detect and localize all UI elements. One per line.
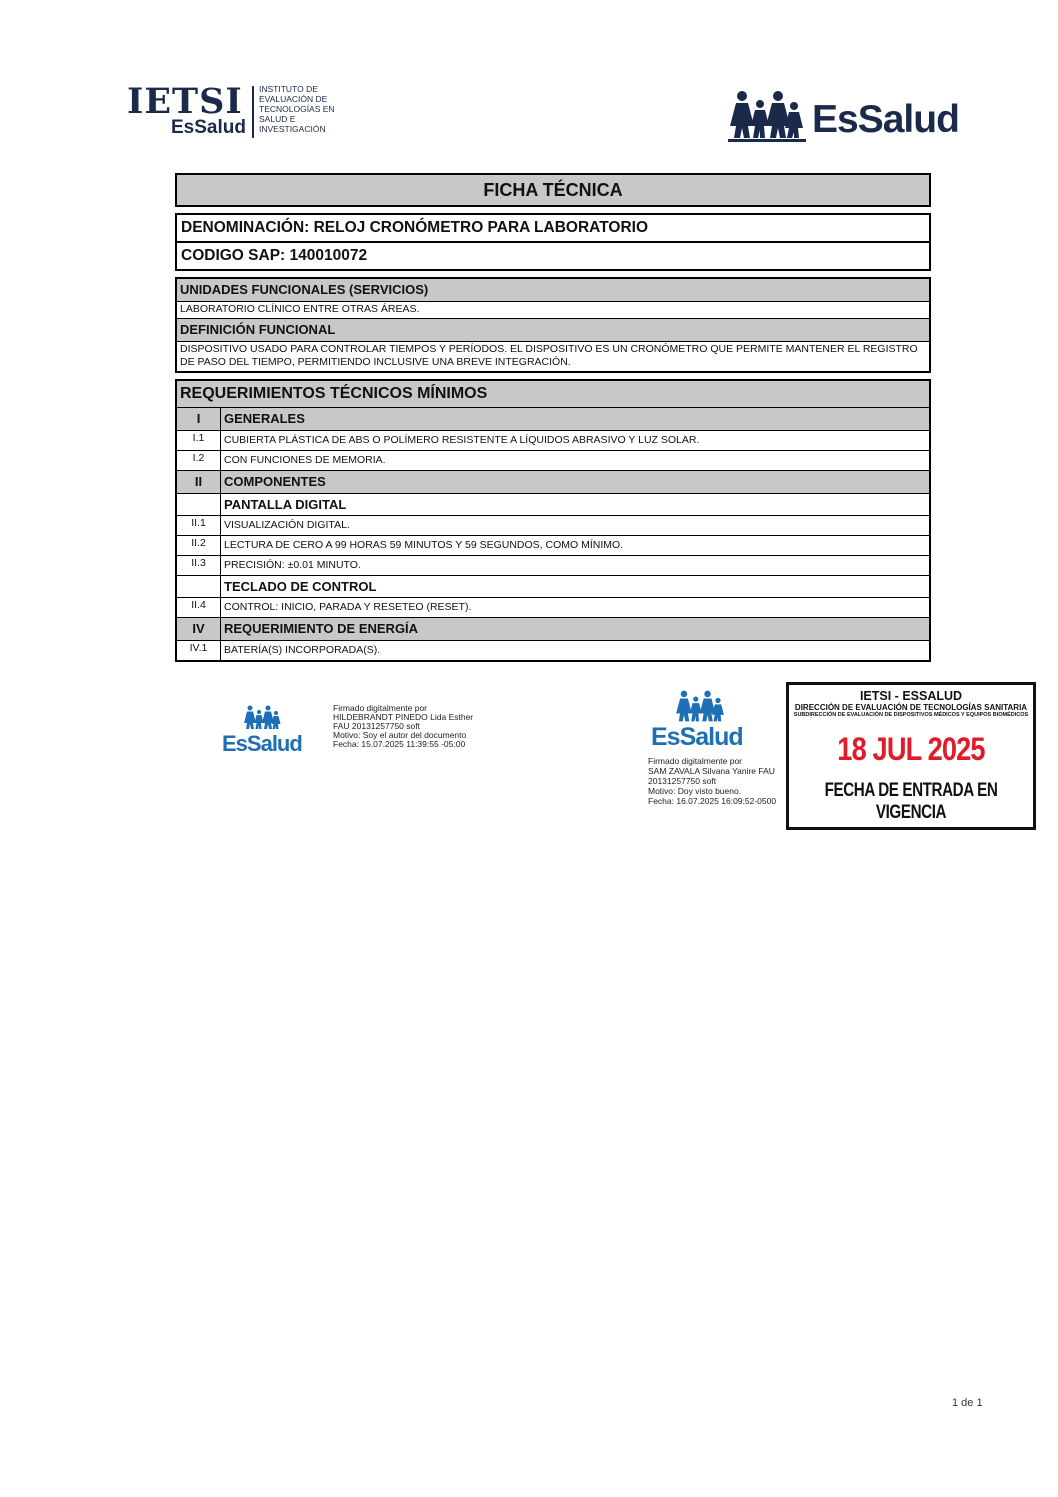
requirement-group-row: [177, 471, 929, 494]
stamp-date: 18 JUL 2025: [837, 731, 985, 767]
requirement-number: II.3: [177, 556, 221, 575]
requirement-number: [177, 494, 221, 515]
ietsi-logo-sub: EsSalud: [171, 117, 246, 138]
requirement-number: II.4: [177, 598, 221, 617]
requirements-rows: [177, 408, 929, 660]
ietsi-inst-line: INVESTIGACIÓN: [259, 124, 326, 134]
unidades-text: LABORATORIO CLÍNICO ENTRE OTRAS ÁREAS.: [177, 301, 929, 319]
requirement-text: BATERÍA(S) INCORPORADA(S).: [224, 644, 381, 656]
stamp-subdireccion: SUBDIRECCIÓN DE EVALUACIÓN DE DISPOSITIVOS MÉDICOS Y EQUIPOS BIOMÉDICOS: [793, 712, 1029, 718]
requirement-row: [177, 451, 929, 471]
denominacion: DENOMINACIÓN: RELOJ CRONÓMETRO PARA LABORATORIO: [181, 219, 649, 236]
requirement-text: VISUALIZACIÓN DIGITAL.: [224, 519, 350, 531]
signature-line: HILDEBRANDT PINEDO Lida Esther: [333, 712, 474, 722]
requirement-row: [177, 641, 929, 660]
requirement-subgroup-row: [177, 576, 929, 598]
requirement-number: I.2: [177, 451, 221, 470]
requirement-subgroup-row: [177, 494, 929, 516]
ficha-tecnica: [175, 173, 931, 662]
signature-2-logo: [651, 690, 743, 750]
ietsi-logo-main: IETSI: [127, 81, 243, 122]
stamp-direccion: DIRECCIÓN DE EVALUACIÓN DE TECNOLOGÍAS SANITARIA: [794, 703, 1028, 712]
requirement-number: II.2: [177, 536, 221, 555]
requirement-number: I: [177, 408, 221, 430]
requirement-text: GENERALES: [224, 411, 305, 426]
signature-line: Fecha: 15.07.2025 11:39:55 -05:00: [333, 739, 466, 749]
page-number: 1 de 1: [952, 1397, 983, 1409]
signature-1-text: [333, 704, 473, 749]
codigo-sap: CODIGO SAP: 140010072: [177, 241, 929, 269]
family-icon: [673, 690, 729, 724]
requirement-text: PRECISIÓN: ±0.01 MINUTO.: [224, 559, 361, 571]
requirement-text: LECTURA DE CERO A 99 HORAS 59 MINUTOS Y 59 SEGUNDOS, COMO MÍNIMO.: [224, 539, 624, 551]
requirement-group-row: [177, 618, 929, 641]
requirement-row: [177, 431, 929, 451]
requirement-number: IV.1: [177, 641, 221, 660]
requirement-text: CON FUNCIONES DE MEMORIA.: [224, 454, 386, 466]
requirement-text: CUBIERTA PLÁSTICA DE ABS O POLÍMERO RESISTENTE A LÍQUIDOS ABRASIVO Y LUZ SOLAR.: [224, 434, 700, 446]
requirement-number: II: [177, 471, 221, 493]
ietsi-logo-divider: [252, 86, 254, 138]
ietsi-inst-line: INSTITUTO DE: [259, 84, 318, 94]
info-box: [175, 213, 931, 271]
definicion-text: DISPOSITIVO USADO PARA CONTROLAR TIEMPOS Y PERÍODOS. EL DISPOSITIVO ES UN CRONÓMETRO QUE PERMITE MANTENER EL REGISTRO DE PASO DEL TIEMPO, PERMITIENDO INCLUSIVE UNA BREVE INTEGRACIÓN.: [177, 341, 929, 371]
signature-1-logo-text: EsSalud: [222, 731, 302, 756]
essalud-logo-text: EsSalud: [812, 98, 959, 141]
requirement-row: [177, 536, 929, 556]
signature-line: Motivo: Doy visto bueno.: [648, 786, 742, 796]
requirement-row: [177, 598, 929, 618]
signature-line: Motivo: Soy el autor del documento: [333, 730, 467, 740]
family-icon: [240, 705, 286, 731]
stamp-footer: FECHA DE ENTRADA EN VIGENCIA: [824, 780, 998, 823]
unidades-heading: UNIDADES FUNCIONALES (SERVICIOS): [177, 279, 929, 301]
stamp-title: IETSI - ESSALUD: [859, 689, 963, 703]
signature-2-text: [648, 756, 776, 806]
requirement-group-row: [177, 408, 929, 431]
signature-line: 20131257750 soft: [648, 776, 717, 786]
requirement-text: PANTALLA DIGITAL: [224, 497, 347, 512]
ietsi-inst-line: SALUD E: [259, 114, 296, 124]
definicion-heading: DEFINICIÓN FUNCIONAL: [177, 319, 929, 341]
requirement-text: COMPONENTES: [224, 474, 326, 489]
family-icon: [728, 90, 808, 142]
requirement-number: IV: [177, 618, 221, 640]
signature-line: Firmado digitalmente por: [648, 756, 743, 766]
validity-stamp: [786, 682, 1036, 830]
ietsi-logo: [127, 81, 342, 142]
signature-line: SAM ZAVALA Silvana Yanire FAU: [648, 766, 775, 776]
requirement-text: REQUERIMIENTO DE ENERGÍA: [224, 621, 419, 636]
requirement-number: I.1: [177, 431, 221, 450]
signature-2-logo-text: EsSalud: [651, 723, 743, 751]
signature-line: Firmado digitalmente por: [333, 703, 428, 713]
requirements-title: REQUERIMIENTOS TÉCNICOS MÍNIMOS: [177, 381, 929, 408]
ietsi-inst-line: TECNOLOGÍAS EN: [259, 104, 335, 114]
ietsi-inst-line: EVALUACIÓN DE: [259, 94, 328, 104]
essalud-logo: [728, 90, 959, 142]
requirements-table: [175, 379, 931, 662]
signature-line: Fecha: 16.07.2025 16:09:52-0500: [648, 796, 777, 806]
requirement-number: [177, 576, 221, 597]
signature-line: FAU 20131257750 soft: [333, 721, 420, 731]
requirement-row: [177, 556, 929, 576]
ietsi-institute-name: [259, 84, 349, 134]
signature-1-logo: [222, 705, 302, 757]
requirement-row: [177, 516, 929, 536]
requirement-number: II.1: [177, 516, 221, 535]
requirement-text: TECLADO DE CONTROL: [224, 579, 377, 594]
functional-section: [175, 277, 931, 373]
sheet-title: FICHA TÉCNICA: [175, 173, 931, 207]
requirement-text: CONTROL: INICIO, PARADA Y RESETEO (RESET).: [224, 601, 472, 613]
